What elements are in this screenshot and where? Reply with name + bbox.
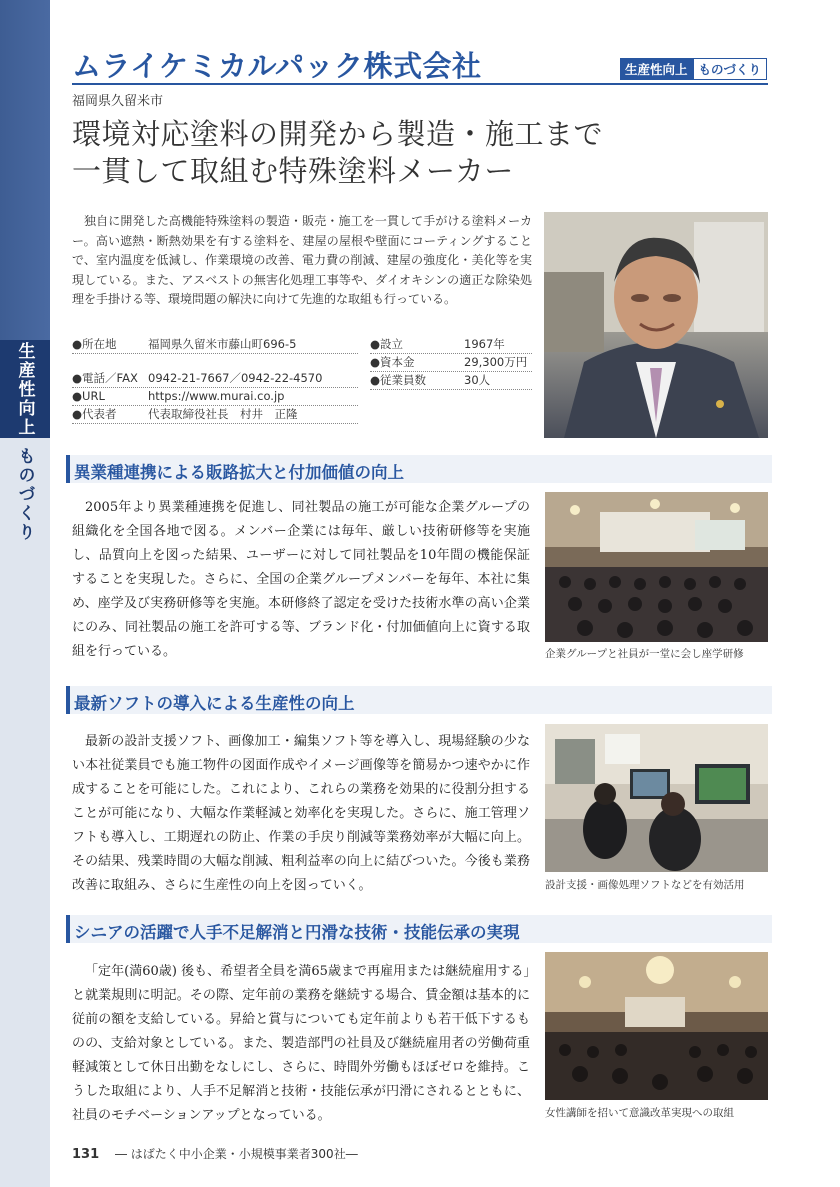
sidebar-tab-productivity: 生産性向上 — [0, 340, 50, 438]
sidebar — [0, 0, 50, 1187]
company-location: 福岡県久留米市 — [72, 94, 164, 109]
seminar-room-illustration — [545, 492, 768, 642]
info-tel-label: ●電話／FAX — [72, 371, 138, 385]
info-tel-value: 0942-21-7667／0942-22-4570 — [148, 371, 323, 385]
info-capital — [370, 354, 532, 372]
section-3-title: シニアの活躍で人手不足解消と円滑な技術・技能伝承の実現 — [74, 923, 520, 942]
section-3-body: 「定年(満60歳) 後も、希望者全員を満65歳まで再雇用または継続雇用する」と就業規則に明記。その際、定年前の業務を継続する場合、賃金額は基本的に従前の額を支給している。昇給と賞与についても定年前よりも若干低下するものの、支給対象としている。また、製造部門の社員及び継続雇用者の労働荷重軽減策として休日出勤をなしにし、さらに、時間外労働もほぼゼロを維持。こうした取組により、人手不足解消と技術・技能伝承が円滑にされるとともに、社員のモチベーションアップとなっている。 — [72, 964, 530, 1123]
sidebar-tab-monozukuri: ものづくり — [14, 446, 35, 542]
company-name: ムライケミカルパック株式会社 — [72, 49, 482, 83]
info-founded-label: ●設立 — [370, 337, 404, 351]
tag-productivity: 生産性向上 — [620, 58, 693, 80]
info-founded — [370, 336, 532, 354]
section-3-caption: 女性講師を招いて意識改革実現への取組 — [545, 1107, 734, 1119]
info-address — [72, 336, 358, 354]
info-founded-value: 1967年 — [464, 337, 505, 351]
info-tel — [72, 370, 358, 388]
section-1-body: 2005年より異業種連携を促進し、同社製品の施工が可能な企業グループの組織化を全国各地で図る。メンバー企業には毎年、厳しい技術研修等を実施し、品質向上を図った結果、ユーザーに対して同社製品を10年間の機能保証することを実現した。さらに、全国の企業グループメンバーを毎年、本社に集め、座学及び実務研修等を実施。本研修終了認定を受けた技術水準の高い企業にのみ、同社製品の施工を許可する等、ブランド化・付加価値向上に資する取組を行っている。 — [72, 500, 530, 659]
section-1-title: 異業種連携による販路拡大と付加価値の向上 — [74, 463, 404, 482]
section-2-body: 最新の設計支援ソフト、画像加工・編集ソフト等を導入し、現場経験の少ない本社従業員でも施工物件の図面作成やイメージ画像等を簡易かつ速やかに作成することを可能にした。これにより、これらの業務を効果的に役割分担することが可能になり、大幅な作業軽減と効率化を実現した。さらに、施工管理ソフトも導入し、工期遅れの防止、作業の手戻り削減等業務効率が大幅に向上。その結果、残業時間の大幅な削減、粗利益率の向上に結びついた。今後も業務改善に取組み、さらに生産性の向上を図っていく。 — [72, 734, 530, 893]
lecture-hall-illustration — [545, 952, 768, 1100]
page-footer — [72, 1145, 358, 1162]
info-rep-value: 代表取締役社長 村井 正隆 — [148, 407, 298, 421]
section-1-photo-seminar — [545, 492, 768, 642]
headline — [72, 116, 603, 190]
info-url-value[interactable]: https://www.murai.co.jp — [148, 389, 285, 403]
tag-monozukuri: ものづくり — [693, 58, 768, 80]
ceo-portrait-photo — [544, 212, 768, 438]
company-info-left — [72, 336, 358, 424]
title-rule — [72, 83, 768, 85]
info-capital-value: 29,300万円 — [464, 355, 528, 369]
intro-text: 独自に開発した高機能特殊塗料の製造・販売・施工を一貫して手がける塗料メーカー。高い遮熱・断熱効果を有する塗料を、建屋の屋根や壁面にコーティングすることで、室内温度を低減し、作業環境の改善、電力費の削減、建屋の強度化・美化等を実現している。また、アスベストの無害化処理工事等や、ダイオキシンの適正な除染処理を手掛ける等、環境問題の解決に向けて先進的な取組も行っている。 — [72, 214, 532, 306]
info-employees-label: ●従業員数 — [370, 373, 427, 387]
section-2-caption: 設計支援・画像処理ソフトなどを有効活用 — [545, 879, 745, 891]
info-address-label: ●所在地 — [72, 337, 117, 351]
info-employees — [370, 372, 532, 390]
info-address-value: 福岡県久留米市藤山町696-5 — [148, 337, 297, 351]
section-3-photo-lecture — [545, 952, 768, 1100]
portrait-illustration — [544, 212, 768, 438]
info-capital-label: ●資本金 — [370, 355, 415, 369]
category-tags — [620, 58, 767, 80]
section-2-title: 最新ソフトの導入による生産性の向上 — [74, 694, 355, 713]
info-url — [72, 388, 358, 406]
section-2-photo-office — [545, 724, 768, 872]
headline-line-1: 環境対応塗料の開発から製造・施工まで — [72, 117, 604, 151]
info-rep-label: ●代表者 — [72, 407, 117, 421]
office-illustration — [545, 724, 768, 872]
info-rep — [72, 406, 358, 424]
company-info-right — [370, 336, 532, 390]
info-url-label: ●URL — [72, 389, 105, 403]
info-employees-value: 30人 — [464, 373, 491, 387]
section-1-caption: 企業グループと社員が一堂に会し座学研修 — [545, 648, 744, 660]
page-number: 131 — [72, 1147, 100, 1162]
headline-line-2: 一貫して取組む特殊塗料メーカー — [72, 154, 514, 188]
footer-publication: ― はばたく中小企業・小規模事業者300社― — [114, 1147, 358, 1161]
